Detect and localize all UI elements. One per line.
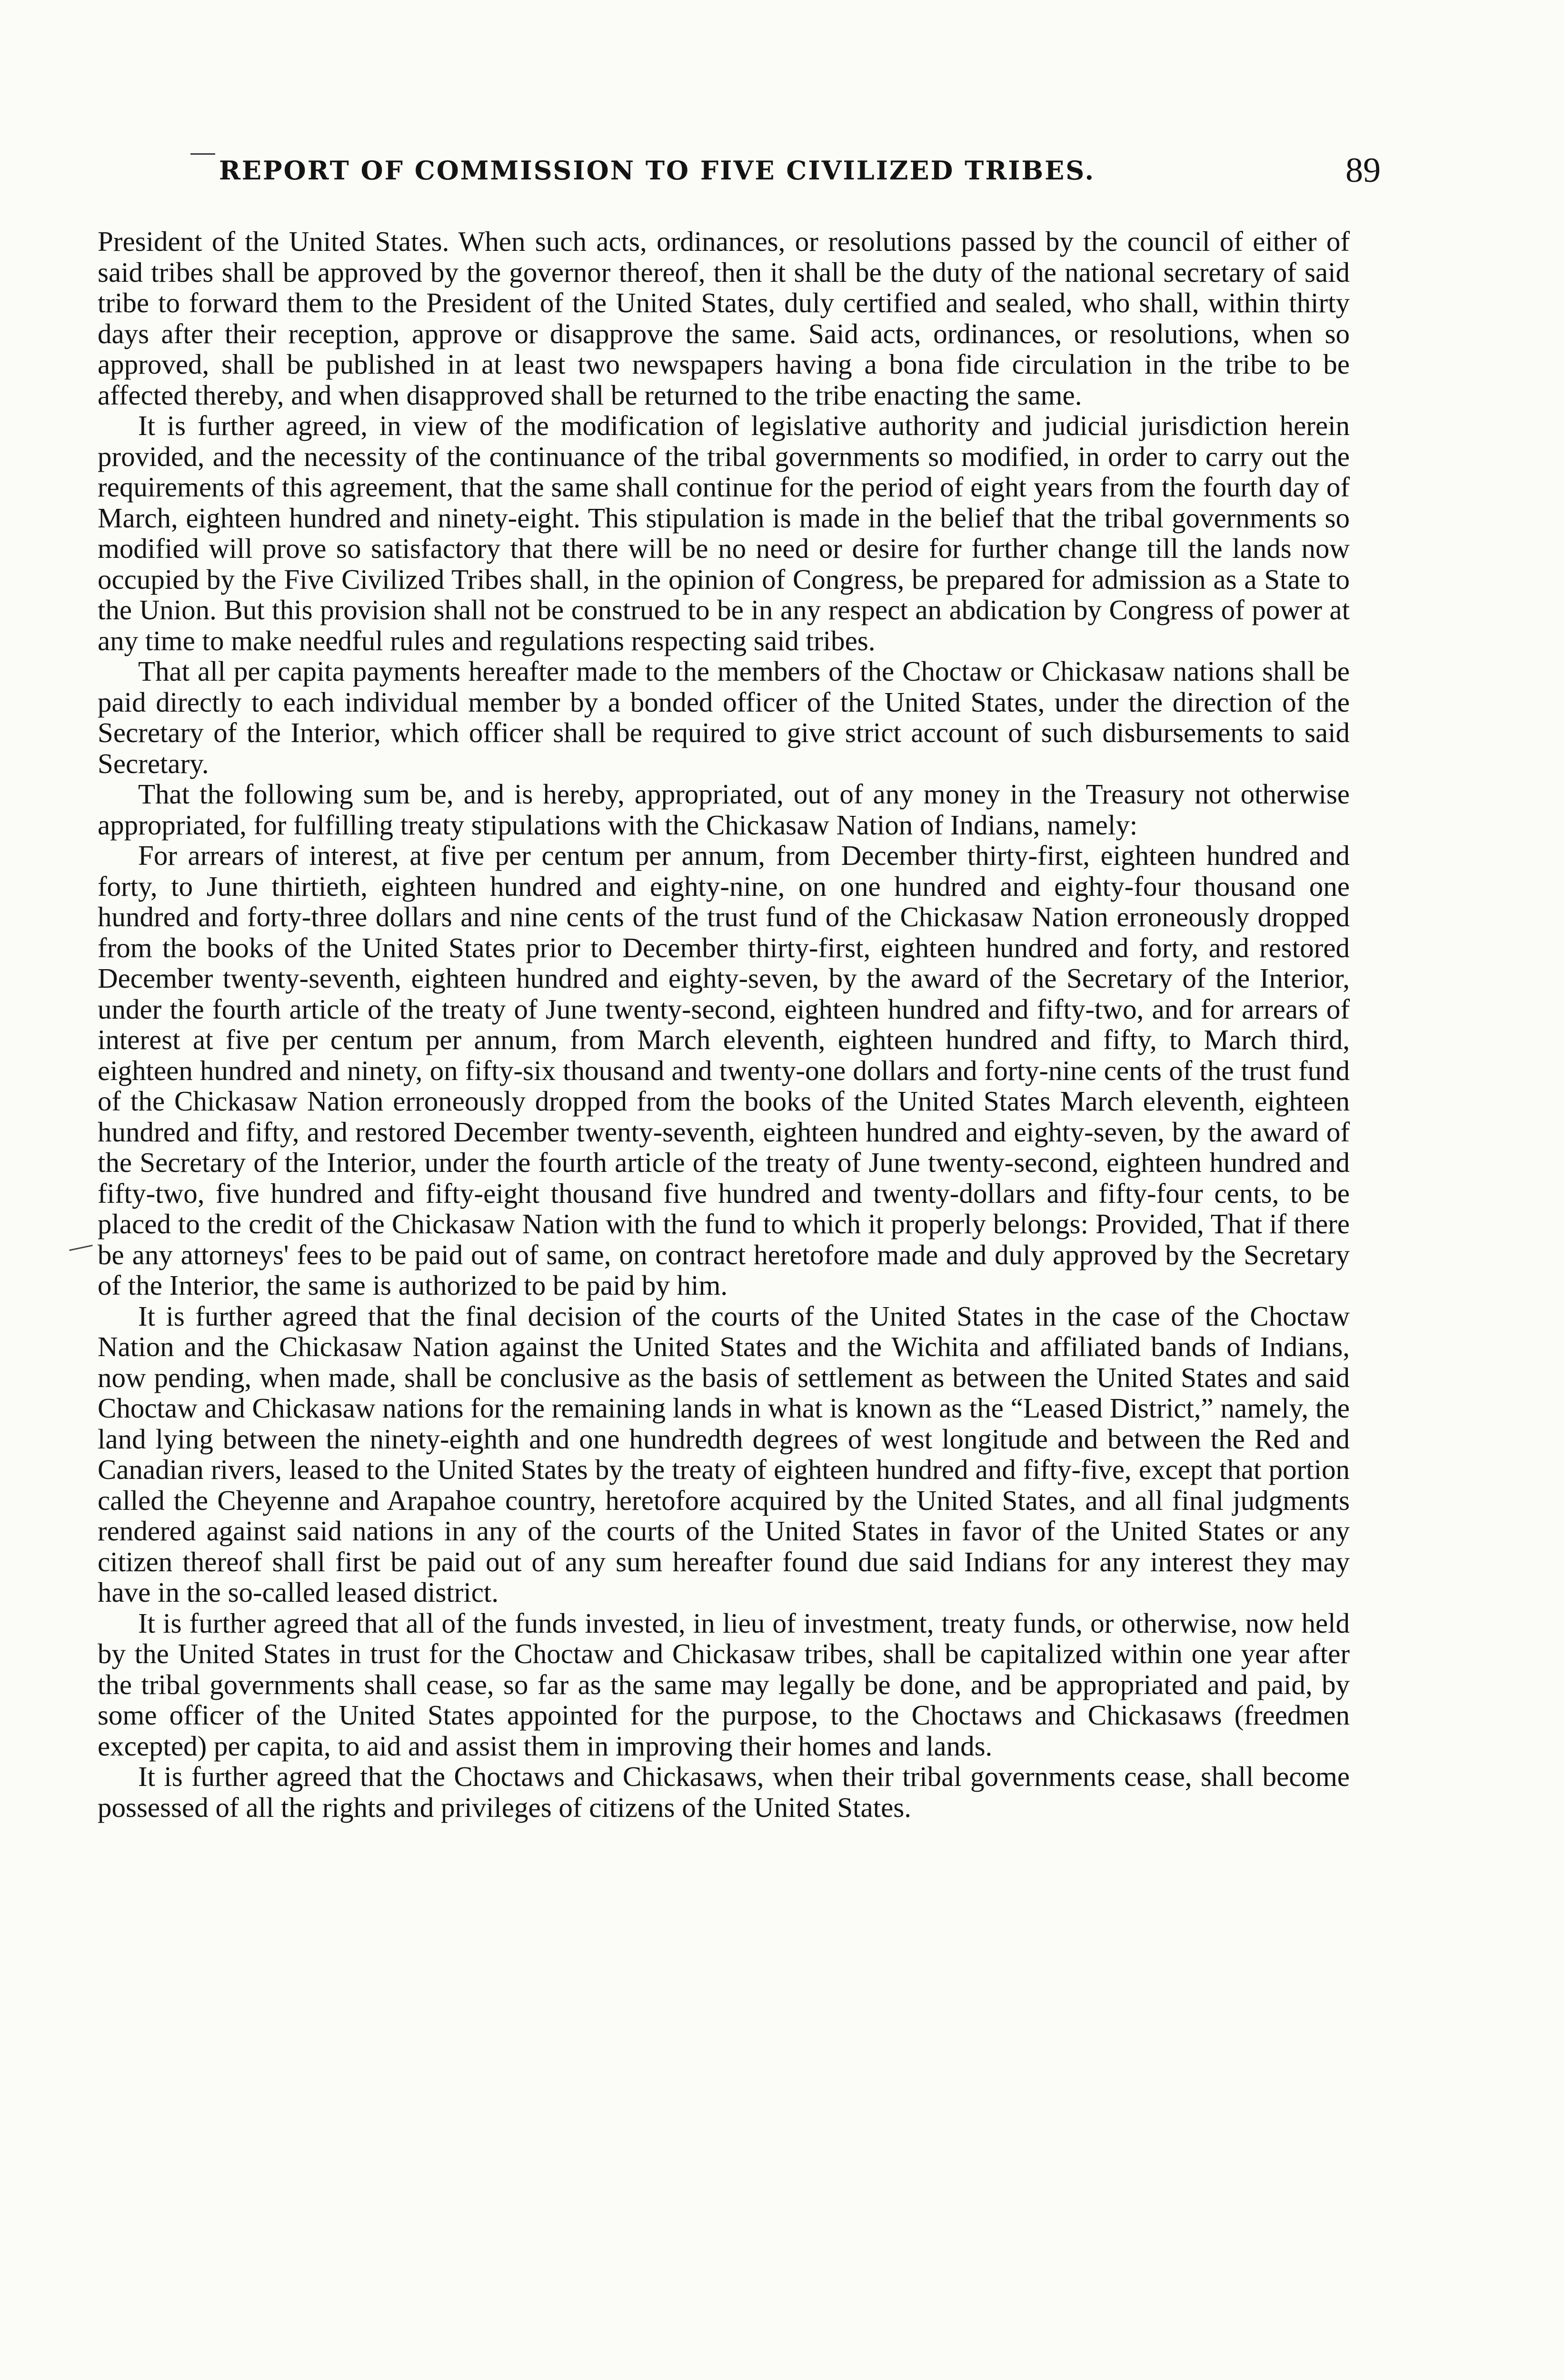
- paragraph: That all per capita payments hereafter made to the members of the Choctaw or Chickasaw nations shall be paid directly to each individual member by a bonded officer of the United States, under the direction of the Secretary of the Interior, which officer shall be required to give strict account of such disbursements to said Secretary.: [98, 655, 1350, 779]
- paragraph: That the following sum be, and is hereby, appropriated, out of any money in the Treasury not otherwise appropriated, for fulfilling treaty stipulations with the Chickasaw Nation of Indians, namely:: [98, 778, 1350, 841]
- paragraph: President of the United States. When such acts, ordinances, or resolutions passed by the council of either of said tribes shall be approved by the governor thereof, then it shall be the duty of the national secretary of said tribe to forward them to the President of the United States, duly certified and sealed, who shall, within thirty days after their reception, approve or disapprove the same. Said acts, ordinances, or resolutions, when so approved, shall be published in at least two newspapers having a bona fide circulation in the tribe to be affected thereby, and when disapproved shall be returned to the tribe enacting the same.: [98, 226, 1350, 411]
- paragraph: It is further agreed that the final decision of the courts of the United States in the case of the Choctaw Nation and the Chickasaw Nation against the United States and the Wichita and affiliated bands of Indians, now pending, when made, shall be conclusive as the basis of settlement as between the United States and said Choctaw and Chickasaw nations for the remaining lands in what is known as the “Leased District,” namely, the land lying between the ninety-eighth and one hundredth degrees of west longitude and between the Red and Canadian rivers, leased to the United States by the treaty of eighteen hundred and fifty-five, except that portion called the Cheyenne and Arapahoe country, heretofore acquired by the United States, and all final judgments rendered against said nations in any of the courts of the United States in favor of the United States or any citizen thereof shall first be paid out of any sum hereafter found due said Indians for any interest they may have in the so-called leased district.: [98, 1300, 1350, 1608]
- page-header: [190, 151, 1390, 194]
- paragraph: It is further agreed that the Choctaws and Chickasaws, when their tribal governments cease, shall become possessed of all the rights and privileges of citizens of the United States.: [98, 1761, 1350, 1823]
- header-rule: [190, 153, 215, 155]
- margin-pencil-mark: [69, 1245, 93, 1251]
- paragraph: It is further agreed that all of the funds invested, in lieu of investment, treaty funds, or otherwise, now held by the United States in trust for the Choctaw and Chickasaw tribes, shall be capitalized within one year after the tribal governments shall cease, so far as the same may legally be done, and be appropriated and paid, by some officer of the United States appointed for the purpose, to the Choctaws and Chickasaws (freedmen excepted) per capita, to aid and assist them in improving their homes and lands.: [98, 1607, 1350, 1762]
- paragraph: For arrears of interest, at five per centum per annum, from December thirty-first, eighteen hundred and forty, to June thirtieth, eighteen hundred and eighty-nine, on one hundred and eighty-four thousand one hundred and forty-three dollars and nine cents of the trust fund of the Chickasaw Nation erroneously dropped from the books of the United States prior to December thirty-first, eighteen hundred and forty, and restored December twenty-seventh, eighteen hundred and eighty-seven, by the award of the Secretary of the Interior, under the fourth article of the treaty of June twenty-second, eighteen hundred and fifty-two, and for arrears of interest at five per centum per annum, from March eleventh, eighteen hundred and fifty, to March third, eighteen hundred and ninety, on fifty-six thousand and twenty-one dollars and forty-nine cents of the trust fund of the Chickasaw Nation erroneously dropped from the books of the United States March eleventh, eighteen hundred and fifty, and restored December twenty-seventh, eighteen hundred and eighty-seven, by the award of the Secretary of the Interior, under the fourth article of the treaty of June twenty-second, eighteen hundred and fifty-two, five hundred and fifty-eight thousand five hundred and twenty-dollars and fifty-four cents, to be placed to the credit of the Chickasaw Nation with the fund to which it properly belongs: Provided, That if there be any attorneys' fees to be paid out of same, on contract heretofore made and duly approved by the Secretary of the Interior, the same is authorized to be paid by him.: [98, 840, 1350, 1301]
- page-number: 89: [1345, 151, 1381, 190]
- body-text: [98, 226, 1350, 1823]
- running-title: REPORT OF COMMISSION TO FIVE CIVILIZED TRIBES.: [219, 155, 1096, 186]
- paragraph: It is further agreed, in view of the modification of legislative authority and judicial jurisdiction herein provided, and the necessity of the continuance of the tribal governments so modified, in order to carry out the requirements of this agreement, that the same shall continue for the period of eight years from the fourth day of March, eighteen hundred and ninety-eight. This stipulation is made in the belief that the tribal governments so modified will prove so satisfactory that there will be no need or desire for further change till the lands now occupied by the Five Civilized Tribes shall, in the opinion of Congress, be prepared for admission as a State to the Union. But this provision shall not be construed to be in any respect an abdication by Congress of power at any time to make needful rules and regulations respecting said tribes.: [98, 410, 1350, 656]
